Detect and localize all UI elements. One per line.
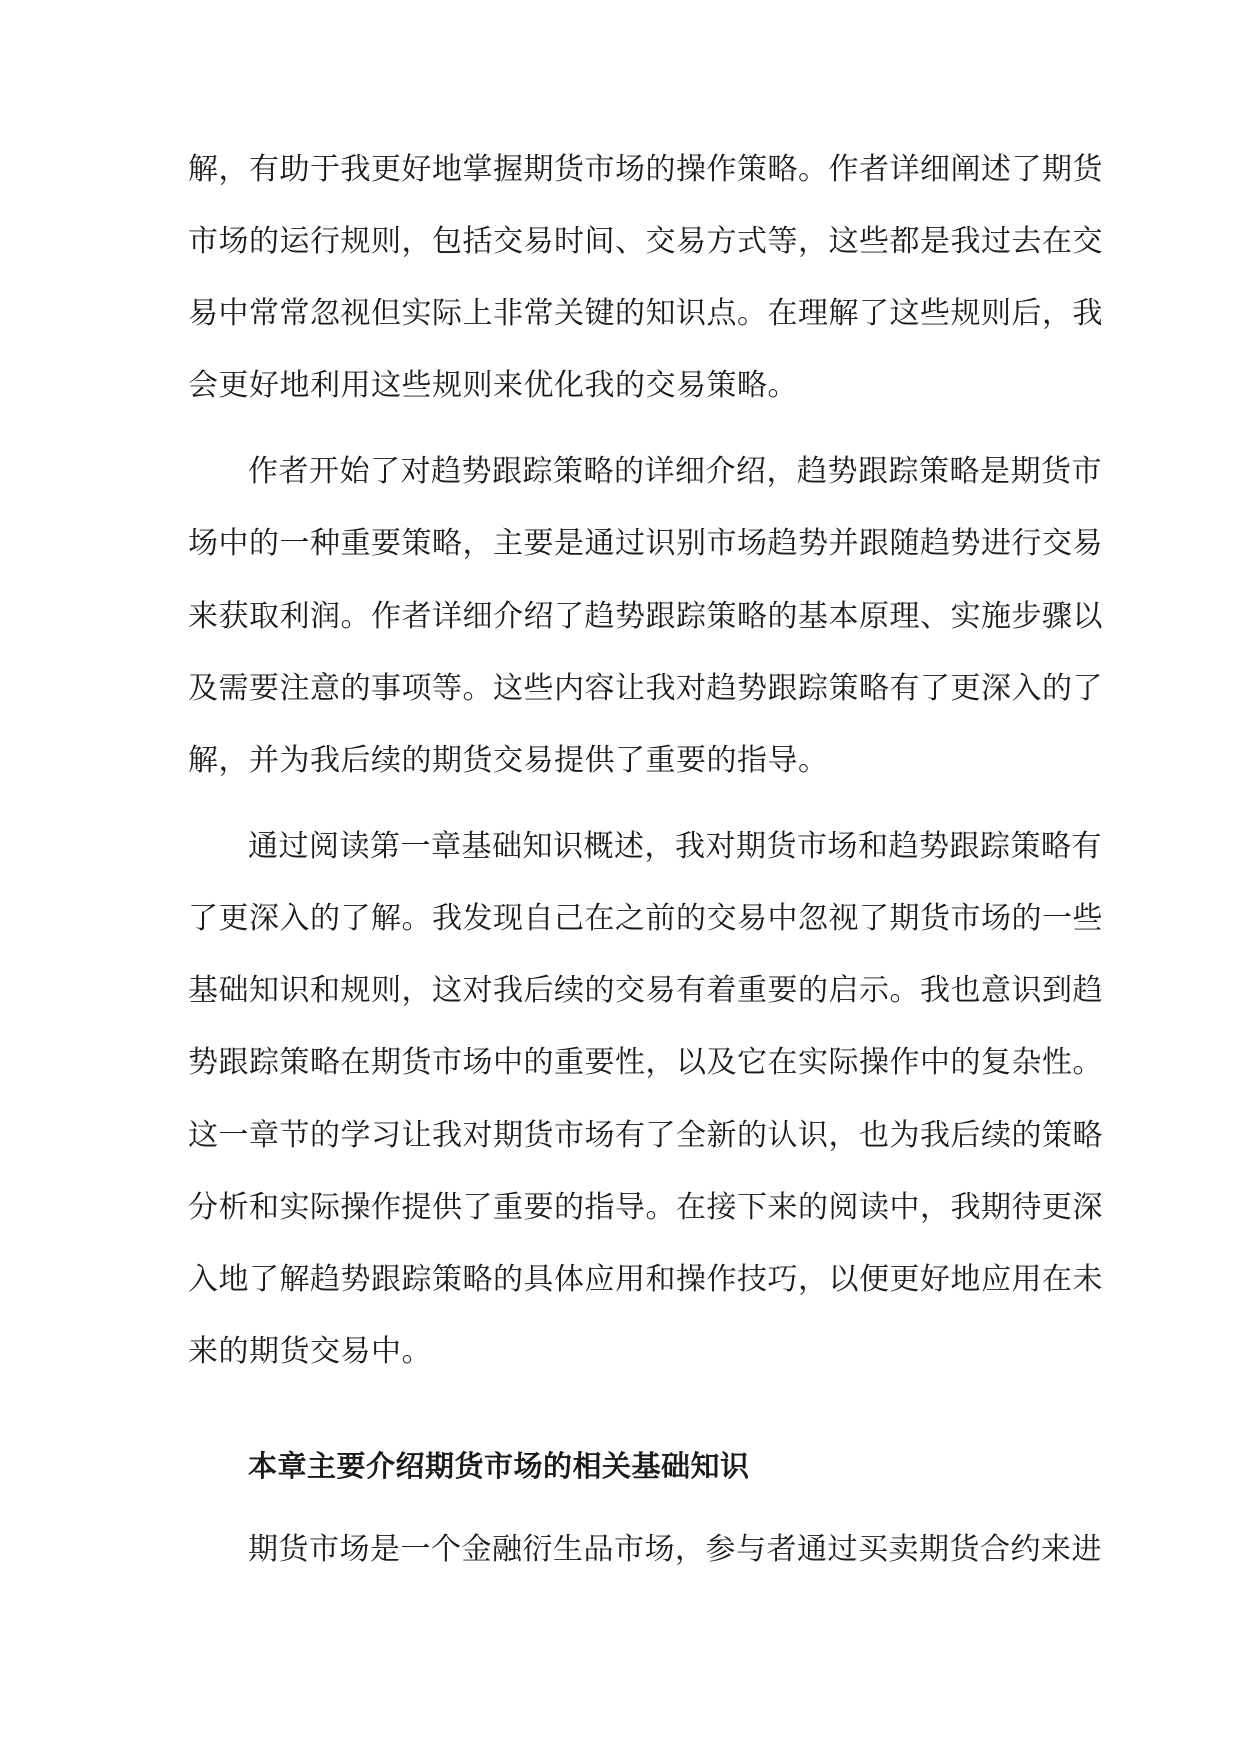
section-heading: 本章主要介绍期货市场的相关基础知识 bbox=[248, 1449, 750, 1483]
paragraph-3-line-1: 通过阅读第一章基础知识概述，我对期货市场和趋势跟踪策略有 bbox=[248, 829, 1102, 864]
paragraph-3-line-6: 分析和实际操作提供了重要的指导。在接下来的阅读中，我期待更深 bbox=[188, 1190, 1103, 1225]
paragraph-3-line-5: 这一章节的学习让我对期货市场有了全新的认识，也为我后续的策略 bbox=[188, 1118, 1103, 1153]
paragraph-2-line-2: 场中的一种重要策略，主要是通过识别市场趋势并跟随趋势进行交易 bbox=[188, 526, 1103, 561]
section-paragraph-line-1: 期货市场是一个金融衍生品市场，参与者通过买卖期货合约来进 bbox=[248, 1532, 1102, 1567]
paragraph-3-line-7: 入地了解趋势跟踪策略的具体应用和操作技巧，以便更好地应用在未 bbox=[188, 1262, 1103, 1297]
paragraph-2-line-4: 及需要注意的事项等。这些内容让我对趋势跟踪策略有了更深入的了 bbox=[188, 671, 1103, 706]
paragraph-1-line-2: 市场的运行规则，包括交易时间、交易方式等，这些都是我过去在交 bbox=[188, 224, 1103, 259]
paragraph-3-line-8: 来的期货交易中。 bbox=[188, 1334, 432, 1369]
paragraph-2-line-1: 作者开始了对趋势跟踪策略的详细介绍，趋势跟踪策略是期货市 bbox=[248, 454, 1102, 489]
paragraph-2-line-5: 解，并为我后续的期货交易提供了重要的指导。 bbox=[188, 743, 829, 778]
paragraph-2-line-3: 来获取利润。作者详细介绍了趋势跟踪策略的基本原理、实施步骤以 bbox=[188, 599, 1103, 634]
paragraph-1-line-3: 易中常常忽视但实际上非常关键的知识点。在理解了这些规则后，我 bbox=[188, 296, 1103, 331]
paragraph-1-line-4: 会更好地利用这些规则来优化我的交易策略。 bbox=[188, 368, 798, 403]
paragraph-3-line-4: 势跟踪策略在期货市场中的重要性，以及它在实际操作中的复杂性。 bbox=[188, 1045, 1103, 1080]
paragraph-1-line-1: 解，有助于我更好地掌握期货市场的操作策略。作者详细阐述了期货 bbox=[188, 152, 1103, 187]
paragraph-3-line-3: 基础知识和规则，这对我后续的交易有着重要的启示。我也意识到趋 bbox=[188, 973, 1103, 1008]
paragraph-3-line-2: 了更深入的了解。我发现自己在之前的交易中忽视了期货市场的一些 bbox=[188, 901, 1103, 936]
